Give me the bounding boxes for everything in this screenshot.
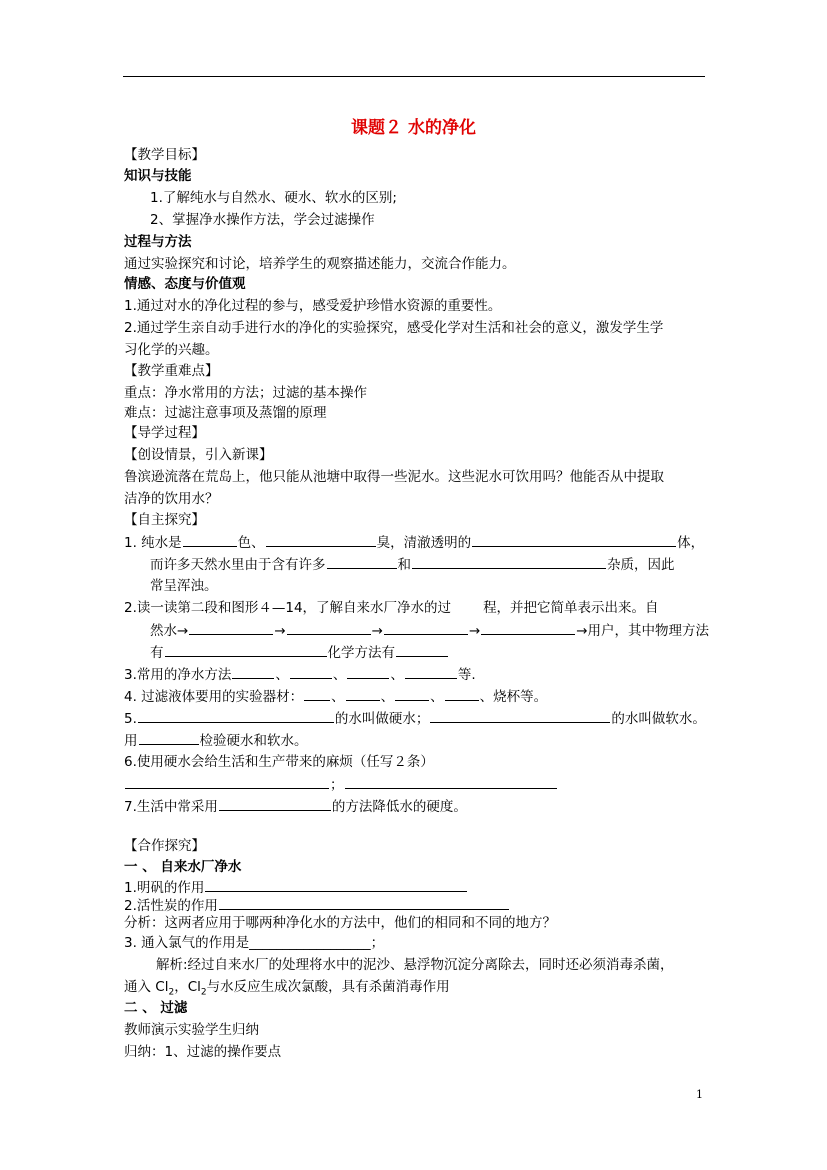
- blank: [445, 686, 479, 701]
- separator: 、: [275, 667, 289, 683]
- c2-text: 2.活性炭的作用: [124, 898, 218, 914]
- blank: [232, 664, 274, 679]
- q1-text-c: 臭，清澈透明的: [376, 535, 472, 551]
- q5-text-d: 用: [124, 733, 138, 749]
- q1-text-d: 体，: [677, 535, 705, 551]
- blank: [304, 686, 330, 701]
- question-2-line-3: [150, 642, 449, 663]
- q2-text-e: 有: [150, 645, 164, 661]
- subscript: 2: [168, 987, 175, 998]
- c1-text: 1.明矾的作用: [124, 880, 205, 896]
- q1-text-b: 色、: [237, 535, 265, 551]
- q4-text-b: 、烧杯等。: [479, 689, 548, 705]
- blank: [165, 642, 327, 657]
- self-header: 【自主探究】: [124, 512, 205, 528]
- separator: 、: [390, 667, 404, 683]
- blank: [345, 774, 557, 789]
- blank: [290, 664, 332, 679]
- blank: [384, 620, 468, 635]
- question-7: [124, 796, 467, 817]
- arrow: →: [274, 623, 286, 639]
- c3-blank: __________________: [249, 935, 371, 951]
- q1-text-h: 常呈浑浊。: [150, 578, 218, 594]
- question-6-answer: [124, 774, 558, 795]
- explain-text-c: 与水反应生成次氯酸，具有杀菌消毒作用: [206, 979, 450, 995]
- goals-header: 【教学目标】: [124, 147, 205, 163]
- intro-line-1: 鲁滨逊流落在荒岛上，他只能从池塘中取得一些泥水。这些泥水可饮用吗？他能否从中提取: [124, 469, 664, 485]
- key-difficulty: 难点：过滤注意事项及蒸馏的原理: [124, 405, 327, 421]
- subscript: 2: [200, 987, 207, 998]
- question-1-line-1: [124, 532, 704, 553]
- header-rule: [123, 76, 705, 77]
- separator: 、: [331, 689, 345, 705]
- q2-text-f: 化学方法有: [327, 645, 395, 661]
- key-focus: 重点：净水常用的方法；过滤的基本操作: [124, 385, 367, 401]
- coop-item-3: [124, 933, 384, 953]
- c3-text: 3. 通入氯气的作用是: [124, 935, 250, 951]
- blank: [405, 664, 457, 679]
- blank: [125, 774, 329, 789]
- question-5-line-1: [124, 708, 706, 729]
- blank: [138, 708, 334, 723]
- q4-text-a: 4. 过滤液体要用的实验器材：: [124, 689, 304, 705]
- question-2-line-2: [150, 620, 709, 641]
- arrow: →: [468, 623, 481, 639]
- separator: 、: [380, 689, 395, 705]
- separator: 、: [332, 667, 347, 683]
- guide-header: 【导学过程】: [124, 425, 205, 441]
- q2-text-a: 2.读一读第二段和图形４—14，了解自来水厂净水的过: [124, 600, 452, 616]
- blank: [205, 877, 467, 892]
- blank: [396, 642, 448, 657]
- knowledge-item-1: 1.了解纯水与自然水、硬水、软水的区别;: [150, 190, 397, 206]
- blank: [139, 730, 199, 745]
- knowledge-title: 知识与技能: [124, 168, 192, 184]
- q1-text-g: 杂质，因此: [607, 557, 675, 573]
- intro-line-2: 洁净的饮用水？: [124, 491, 219, 507]
- blank: [346, 686, 380, 701]
- blank: [430, 708, 610, 723]
- q5-text-b: 的水叫做硬水；: [334, 711, 430, 727]
- q5-text-e: 检验硬水和软水。: [199, 733, 308, 749]
- blank: [266, 532, 376, 547]
- process-item-1: 通过实验探究和讨论，培养学生的观察描述能力，交流合作能力。: [124, 256, 516, 272]
- q3-text-a: 3.常用的净水方法: [124, 667, 232, 683]
- c3-end: ；: [370, 935, 385, 951]
- blank: [412, 554, 606, 569]
- q2-text-d: →用户，其中物理方法: [576, 623, 710, 639]
- q1-text-e: 而许多天然水里由于含有许多: [150, 557, 326, 573]
- q1-text-a: 1. 纯水是: [124, 535, 182, 551]
- arrow: →: [371, 623, 383, 639]
- demo-line: 教师演示实验学生归纳: [124, 1022, 259, 1038]
- separator: 、: [430, 689, 444, 705]
- blank: [189, 620, 273, 635]
- q2-text-b: 程，并把它简单表示出来。自: [483, 600, 659, 616]
- emotion-item-1: 1.通过对水的净化过程的参与，感受爱护珍惜水资源的重要性。: [124, 298, 502, 314]
- coop-analysis: 分析：这两者应用于哪两种净化水的方法中，他们的相同和不同的地方？: [124, 915, 556, 931]
- blank: [219, 796, 331, 811]
- blank: [183, 532, 237, 547]
- explain-text-a: 通入 Cl: [124, 979, 169, 995]
- q5-text-c: 的水叫做软水。: [611, 711, 706, 727]
- blank: [219, 895, 509, 910]
- summary-line: 归纳：1、过滤的操作要点: [124, 1044, 282, 1060]
- section-1-title: 一 、 自来水厂净水: [124, 859, 242, 875]
- blank: [327, 554, 397, 569]
- blank: [481, 620, 575, 635]
- question-5-line-2: [124, 730, 308, 751]
- q6-separator: ；: [330, 777, 344, 793]
- blank: [287, 620, 371, 635]
- emotion-item-2b: 习化学的兴趣。: [124, 342, 219, 358]
- q7-text-a: 7.生活中常采用: [124, 799, 218, 815]
- question-3: [124, 664, 476, 685]
- question-2-line-1: [124, 598, 659, 618]
- key-header: 【教学重难点】: [124, 363, 219, 379]
- question-1-line-2: [150, 554, 675, 575]
- page-title: 课题２ 水的净化: [351, 118, 476, 138]
- blank: [472, 532, 676, 547]
- explain-text-b: ，Cl: [174, 979, 201, 995]
- coop-header: 【合作探究】: [124, 838, 205, 854]
- q1-text-f: 和: [397, 557, 411, 573]
- blank: [395, 686, 429, 701]
- explain-line-1: 解析:经过自来水厂的处理将水中的泥沙、悬浮物沉淀分离除去，同时还必须消毒杀菌，: [156, 957, 674, 973]
- question-6: 6.使用硬水会给生活和生产带来的麻烦（任写２条）: [124, 754, 434, 770]
- q5-text-a: 5.: [124, 711, 137, 727]
- knowledge-item-2: 2、掌握净水操作方法，学会过滤操作: [150, 212, 375, 228]
- q2-text-c: 然水→: [150, 623, 189, 639]
- section-2-title: 二 、 过滤: [124, 1000, 188, 1016]
- intro-header: 【创设情景，引入新课】: [124, 447, 273, 463]
- process-title: 过程与方法: [124, 234, 192, 250]
- page-number: 1: [696, 1088, 703, 1101]
- blank: [347, 664, 389, 679]
- question-4: [124, 686, 547, 707]
- emotion-item-2a: 2.通过学生亲自动手进行水的净化的实验探究，感受化学对生活和社会的意义，激发学生学: [124, 320, 664, 336]
- q3-text-b: 等.: [457, 667, 476, 683]
- emotion-title: 情感、态度与价值观: [124, 276, 246, 292]
- q7-text-b: 的方法降低水的硬度。: [331, 799, 467, 815]
